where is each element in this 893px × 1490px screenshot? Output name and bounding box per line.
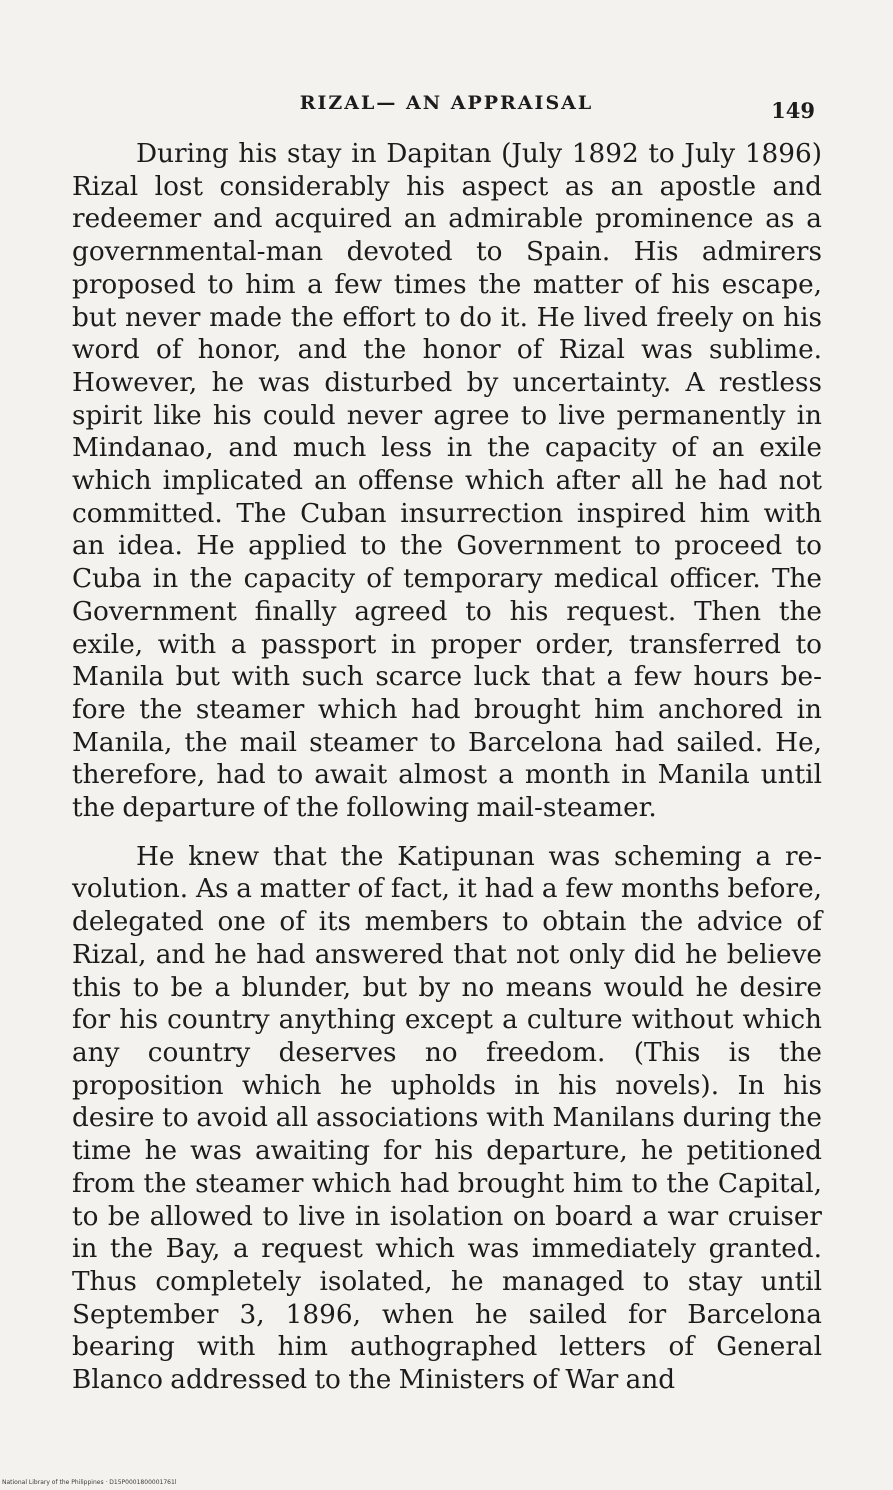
paragraph-1: During his stay in Dapitan (July 1892 to July 1896) Rizal lost considerably his aspect as an apostle and redeemer and acquired an admirable prominence as a governmental-man devoted to Spain. His admirers proposed to him a few times the matter of his escape, but never made the effort to do it. He lived freely on his word of honor, and the honor of Rizal was sublime. However, he was disturbed by uncertainty. A restless spirit like his could never agree to live permanently in Mindanao, and much less in the capacity of an exile which implicated an offense which after all he had not committed. The Cuban insurrection inspired him with an idea. He applied to the Government to proceed to Cuba in the capacity of temporary medical officer. The Government finally agreed to his request. Then the exile, with a passport in proper order, transferred to Manila but with such scarce luck that a few hours before the steamer which had brought him anchored in Manila, the mail steamer to Barcelona had sailed. He, therefore, had to await almost a month in Manila until the departure of the following mail-steamer. xyxy=(72,139,822,824)
page-header xyxy=(0,88,893,128)
paragraph-2: He knew that the Katipunan was scheming a revolution. As a matter of fact, it had a few months before, delegated one of its members to obtain the advice of Rizal, and he had answered that not only did he believe this to be a blunder, but by no means would he desire for his country anything except a culture without which any country deserves no freedom. (This is the proposition which he upholds in his novels). In his desire to avoid all associations with Manilans during the time he was awaiting for his departure, he petitioned from the steamer which had brought him to the Capital, to be allowed to live in isolation on board a war cruiser in the Bay, a request which was immediately granted. Thus completely isolated, he managed to stay until September 3, 1896, when he sailed for Barcelona bearing with him authographed letters of General Blanco addressed to the Ministers of War and xyxy=(72,841,822,1396)
body-text xyxy=(72,138,822,1413)
page-number: 149 xyxy=(771,98,815,123)
library-credit: National Library of the Philippines · D15P0001800001761l xyxy=(2,1479,177,1486)
running-title: RIZAL— AN APPRAISAL xyxy=(299,92,594,114)
